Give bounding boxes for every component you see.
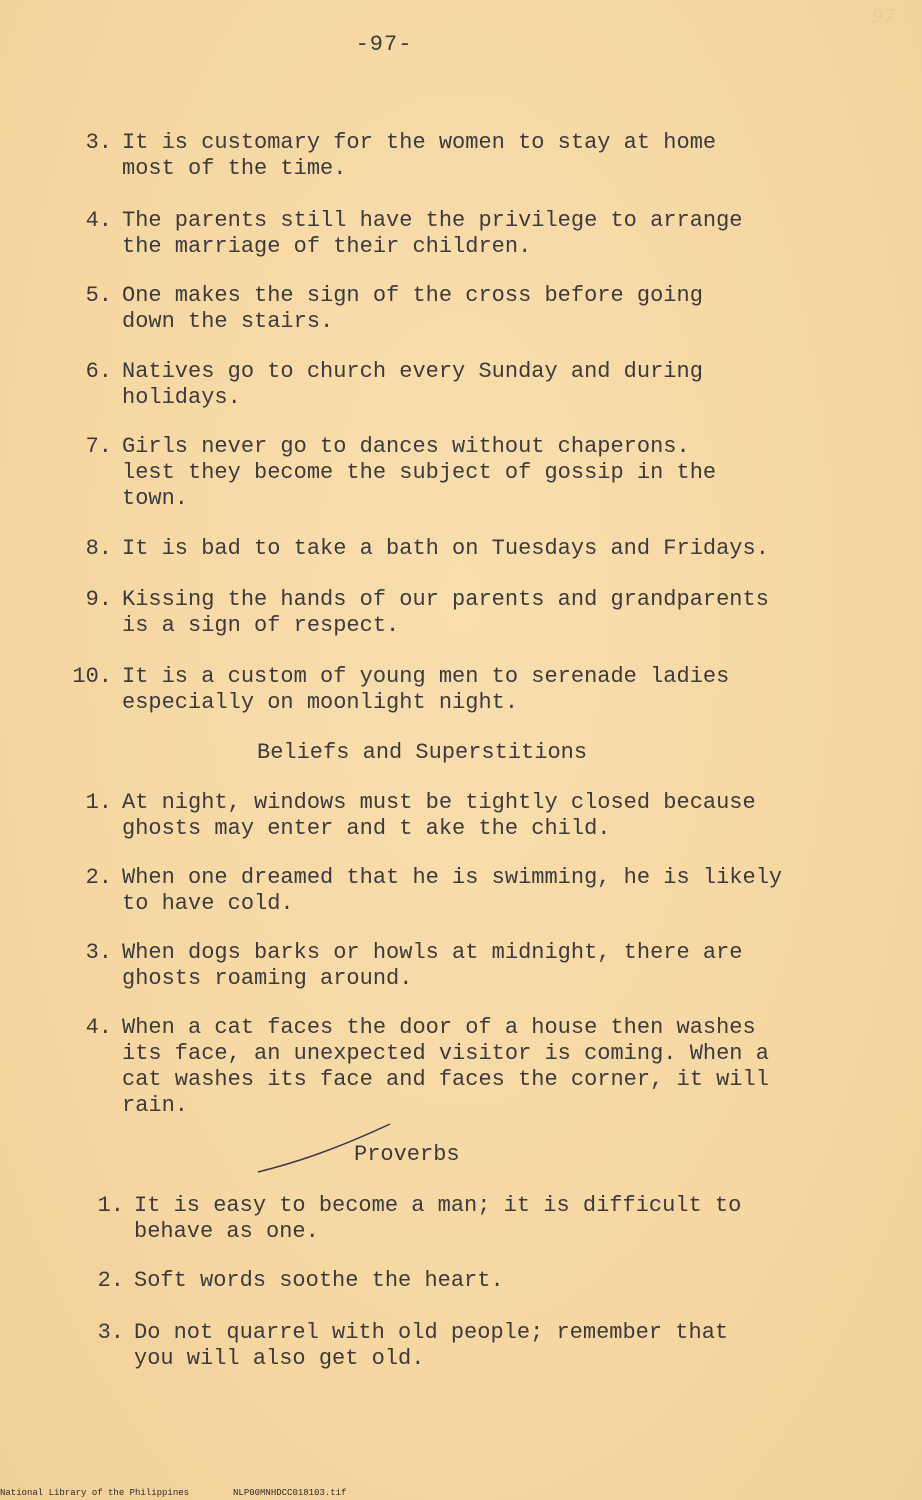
item-number: 3. xyxy=(85,130,112,155)
item-text-line: the marriage of their children. xyxy=(122,234,532,259)
beliefs-heading: Beliefs and Superstitions xyxy=(257,740,588,765)
item-text-line: Natives go to church every Sunday and during xyxy=(122,359,703,384)
item-text-line: When dogs barks or howls at midnight, there are xyxy=(122,940,743,965)
item-text-line: to have cold. xyxy=(122,891,294,916)
item-text-line: its face, an unexpected visitor is coming. When a xyxy=(122,1041,769,1066)
item-number: 9. xyxy=(85,587,112,612)
item-number: 4. xyxy=(85,1015,112,1040)
item-number: 1. xyxy=(85,790,112,815)
item-text-line: ghosts roaming around. xyxy=(122,966,413,991)
item-text-line: down the stairs. xyxy=(122,309,334,334)
item-text-line: When one dreamed that he is swimming, he is likely xyxy=(122,865,783,890)
item-text-line: lest they become the subject of gossip in the xyxy=(122,460,717,485)
item-number: 5. xyxy=(85,283,112,308)
item-text-line: you will also get old. xyxy=(134,1346,425,1371)
item-text-line: most of the time. xyxy=(122,156,347,181)
item-number: 2. xyxy=(85,865,112,890)
item-number: 1. xyxy=(97,1193,124,1218)
item-text-line: It is a custom of young men to serenade ladies xyxy=(122,664,730,689)
item-text-line: Kissing the hands of our parents and grandparents xyxy=(122,587,769,612)
item-number: 3. xyxy=(97,1320,124,1345)
scan-footer xyxy=(0,1488,390,1498)
item-number: 4. xyxy=(85,208,112,233)
item-text-line: At night, windows must be tightly closed because xyxy=(122,790,756,815)
item-text-line: Do not quarrel with old people; remember that xyxy=(134,1320,729,1345)
footer-filename: NLP00MNHDCC018103.tif xyxy=(233,1488,347,1498)
item-text-line: rain. xyxy=(122,1093,189,1118)
item-text-line: Girls never go to dances without chaperons. xyxy=(122,434,690,459)
item-text-line: is a sign of respect. xyxy=(122,613,400,638)
item-text-line: It is easy to become a man; it is difficult to xyxy=(134,1193,742,1218)
item-number: 6. xyxy=(85,359,112,384)
page-number: -97- xyxy=(355,32,413,57)
item-text-line: holidays. xyxy=(122,385,241,410)
corner-page-mark: 97 xyxy=(872,6,895,27)
item-text-line: behave as one. xyxy=(134,1219,319,1244)
item-text-line: It is customary for the women to stay at home xyxy=(122,130,717,155)
item-number: 10. xyxy=(72,664,112,689)
item-number: 3. xyxy=(85,940,112,965)
item-text-line: town. xyxy=(122,486,189,511)
item-text-line: It is bad to take a bath on Tuesdays and Fridays. xyxy=(122,536,769,561)
item-text-line: cat washes its face and faces the corner, it will xyxy=(122,1067,769,1092)
item-text-line: Soft words soothe the heart. xyxy=(134,1268,504,1293)
proverbs-heading: Proverbs xyxy=(354,1142,460,1167)
item-number: 2. xyxy=(97,1268,124,1293)
item-text-line: The parents still have the privilege to arrange xyxy=(122,208,743,233)
item-number: 8. xyxy=(85,536,112,561)
item-text-line: When a cat faces the door of a house then washes xyxy=(122,1015,756,1040)
item-text-line: ghosts may enter and t ake the child. xyxy=(122,816,611,841)
item-number: 7. xyxy=(85,434,112,459)
item-text-line: especially on moonlight night. xyxy=(122,690,519,715)
footer-library: National Library of the Philippines xyxy=(0,1488,190,1498)
item-text-line: One makes the sign of the cross before going xyxy=(122,283,703,308)
